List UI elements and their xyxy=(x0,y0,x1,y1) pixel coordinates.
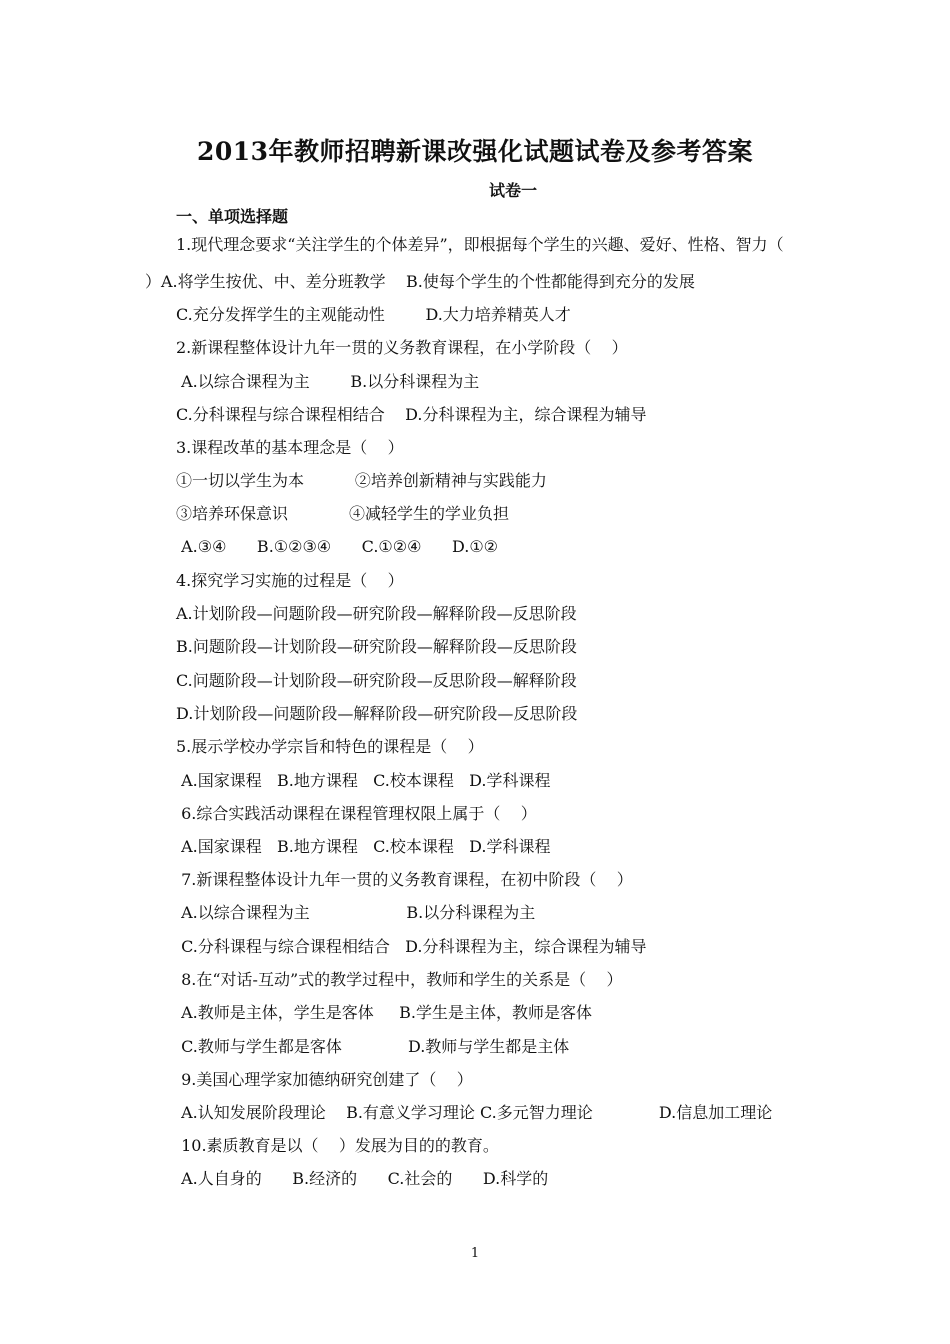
question-line: C.分科课程与综合课程相结合 D.分科课程为主，综合课程为辅导 xyxy=(176,937,647,956)
question-line: 1.现代理念要求“关注学生的个体差异”，即根据每个学生的兴趣、爱好、性格、智力（ xyxy=(176,235,784,254)
question-line: C.充分发挥学生的主观能动性 D.大力培养精英人才 xyxy=(176,305,571,324)
question-line: 6.综合实践活动课程在课程管理权限上属于（ ） xyxy=(176,804,537,823)
question-line: ①一切以学生为本 ②培养创新精神与实践能力 xyxy=(176,471,547,490)
section-heading: 一、单项选择题 xyxy=(176,207,289,226)
question-line: D.计划阶段—问题阶段—解释阶段—研究阶段—反思阶段 xyxy=(176,704,578,723)
question-line: A.教师是主体，学生是客体 B.学生是主体，教师是客体 xyxy=(176,1003,593,1022)
question-line: A.认知发展阶段理论 B.有意义学习理论 C.多元智力理论 D.信息加工理论 xyxy=(176,1103,773,1122)
question-line: C.分科课程与综合课程相结合 D.分科课程为主，综合课程为辅导 xyxy=(176,405,647,424)
question-line: B.问题阶段—计划阶段—研究阶段—解释阶段—反思阶段 xyxy=(176,637,577,656)
question-line: 9.美国心理学家加德纳研究创建了（ ） xyxy=(176,1070,473,1089)
question-line: 8.在“对话-互动”式的教学过程中，教师和学生的关系是（ ） xyxy=(176,970,623,989)
page-number: 1 xyxy=(470,1246,480,1261)
question-line: A.人自身的 B.经济的 C.社会的 D.科学的 xyxy=(176,1169,549,1188)
question-line: ③培养环保意识 ④减轻学生的学业负担 xyxy=(176,504,510,523)
question-line: A.③④ B.①②③④ C.①②④ D.①② xyxy=(176,537,498,556)
question-line: C.问题阶段—计划阶段—研究阶段—反思阶段—解释阶段 xyxy=(176,671,577,690)
question-line: A.国家课程 B.地方课程 C.校本课程 D.学科课程 xyxy=(176,771,551,790)
question-line: A.计划阶段—问题阶段—研究阶段—解释阶段—反思阶段 xyxy=(176,604,577,623)
question-line: 10.素质教育是以（ ）发展为目的的教育。 xyxy=(176,1136,499,1155)
document-title: 2013年教师招聘新课改强化试题试卷及参考答案 xyxy=(196,137,754,166)
paper-subtitle: 试卷一 xyxy=(489,181,538,200)
question-line: 7.新课程整体设计九年一贯的义务教育课程，在初中阶段（ ） xyxy=(176,870,633,889)
question-line: A.以综合课程为主 B.以分科课程为主 xyxy=(176,372,480,391)
question-line: C.教师与学生都是客体 D.教师与学生都是主体 xyxy=(176,1037,570,1056)
question-line: ）A.将学生按优、中、差分班教学 B.使每个学生的个性都能得到充分的发展 xyxy=(145,272,695,291)
question-line: A.以综合课程为主 B.以分科课程为主 xyxy=(176,903,536,922)
question-line: 4.探究学习实施的过程是（ ） xyxy=(176,571,404,590)
question-line: 5.展示学校办学宗旨和特色的课程是（ ） xyxy=(176,737,484,756)
question-line: 2.新课程整体设计九年一贯的义务教育课程，在小学阶段（ ） xyxy=(176,338,628,357)
question-line: A.国家课程 B.地方课程 C.校本课程 D.学科课程 xyxy=(176,837,551,856)
question-line: 3.课程改革的基本理念是（ ） xyxy=(176,438,404,457)
